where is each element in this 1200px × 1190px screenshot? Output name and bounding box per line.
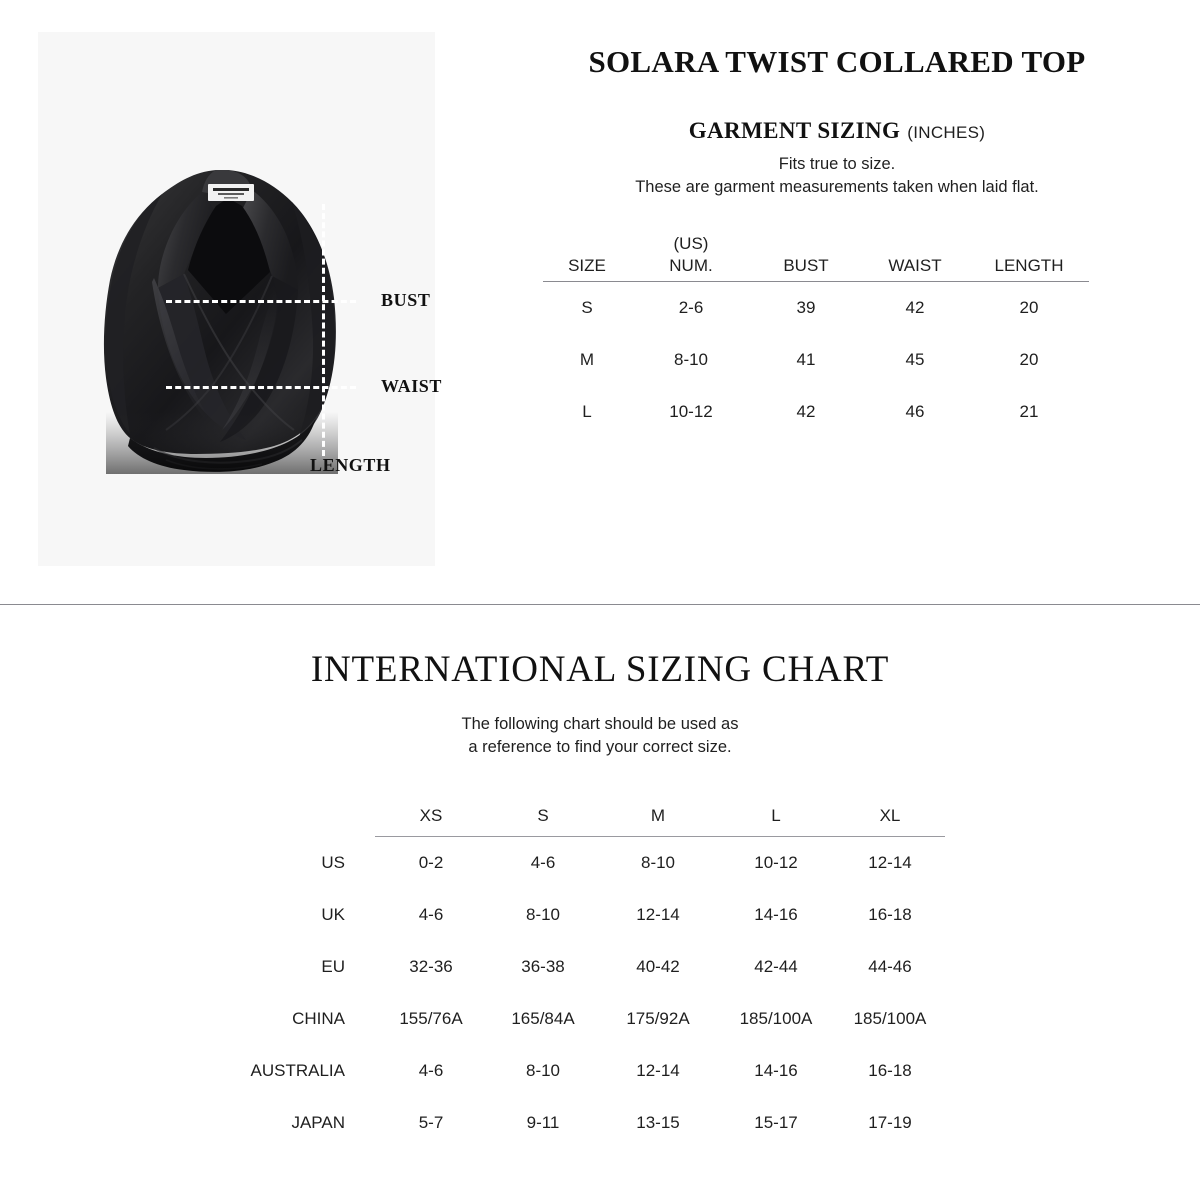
cell-length: 20 [1019,350,1039,369]
length-measure-line [322,204,325,456]
cell-bust: 42 [796,402,816,421]
cell-us-xs: 0-2 [418,853,444,872]
waist-measure-line [166,386,356,389]
column-header-num [631,222,751,282]
cell-eu-m: 40-42 [636,957,680,976]
cell-australia-s: 8-10 [525,1061,561,1080]
table-row [245,837,945,890]
cell-size: S [581,298,593,317]
cell-eu-xl: 44-46 [868,957,912,976]
cell-china-xl: 185/100A [853,1009,927,1028]
international-chart-title: INTERNATIONAL SIZING CHART [310,649,890,690]
cell-length: 20 [1019,298,1039,317]
column-header-num-label: NUM. [669,256,713,275]
cell-eu-s: 36-38 [521,957,565,976]
column-header-xl: XL [835,796,945,837]
garment-sizing-heading-main: GARMENT SIZING [688,118,901,143]
brand-neck-label [208,184,254,201]
cell-japan-l: 15-17 [754,1113,798,1132]
international-table-header-row [245,796,945,837]
table-row [245,1045,945,1097]
column-header-region [245,796,375,837]
table-row [543,334,1089,386]
cell-australia-xs: 4-6 [418,1061,444,1080]
cell-bust: 39 [796,298,816,317]
garment-sizing-heading [460,118,1160,144]
column-header-xs: XS [375,796,487,837]
cell-waist: 45 [905,350,925,369]
garment-image-panel [38,32,443,566]
garment-sizing-unit: (INCHES) [907,123,986,142]
cell-num: 8-10 [673,350,709,369]
row-label-us: US [321,852,345,872]
table-row [543,282,1089,335]
cell-uk-m: 12-14 [636,905,680,924]
cell-australia-l: 14-16 [754,1061,798,1080]
cell-australia-m: 12-14 [636,1061,680,1080]
cell-us-s: 4-6 [530,853,556,872]
cell-waist: 42 [905,298,925,317]
section-divider [0,604,1200,605]
table-row [543,386,1089,438]
garment-photo-illustration [66,162,406,482]
cell-uk-s: 8-10 [525,905,561,924]
international-note-line-1: The following chart should be used as [461,715,739,733]
column-header-length-label: LENGTH [994,256,1064,275]
column-header-waist-label: WAIST [888,256,942,275]
cell-japan-xs: 5-7 [418,1113,444,1132]
column-header-size-label: SIZE [568,256,606,275]
cell-size: M [579,350,595,369]
garment-note-line-1: Fits true to size. [778,155,896,173]
column-header-l: L [717,796,835,837]
cell-eu-l: 42-44 [754,957,798,976]
table-row [245,941,945,993]
international-chart-note [0,713,1200,760]
waist-label: WAIST [381,376,443,396]
page-title: SOLARA TWIST COLLARED TOP [588,44,1086,79]
cell-uk-xs: 4-6 [418,905,444,924]
cell-num: 10-12 [669,402,713,421]
cell-china-s: 165/84A [511,1009,575,1028]
column-header-size [543,222,631,282]
column-header-s: S [487,796,599,837]
international-note-line-2: a reference to find your correct size. [468,738,732,757]
table-row [245,889,945,941]
garment-note-line-2: These are garment measurements taken when laid flat. [635,178,1039,197]
cell-eu-xs: 32-36 [409,957,453,976]
table-row [245,1097,945,1149]
cell-us-m: 8-10 [640,853,676,872]
cell-australia-xl: 16-18 [868,1061,912,1080]
row-label-china: CHINA [292,1009,345,1028]
column-header-waist [861,222,969,282]
cell-length: 21 [1019,402,1039,421]
column-header-bust-label: BUST [783,256,829,275]
cell-japan-s: 9-11 [526,1113,560,1132]
bust-label: BUST [381,290,431,310]
cell-china-xs: 155/76A [399,1009,463,1028]
cell-uk-xl: 16-18 [868,905,912,924]
column-header-m: M [599,796,717,837]
row-label-australia: AUSTRALIA [250,1061,345,1080]
garment-sizing-table [543,222,1089,438]
cell-china-l: 185/100A [739,1009,813,1028]
length-label: LENGTH [310,455,391,475]
column-header-bust [751,222,861,282]
cell-waist: 46 [905,402,925,421]
cell-uk-l: 14-16 [754,905,798,924]
cell-japan-xl: 17-19 [868,1113,912,1132]
cell-num: 2-6 [678,298,704,317]
cell-us-xl: 12-14 [868,853,912,872]
column-header-num-sup: (US) [673,234,709,254]
cell-china-m: 175/92A [626,1009,690,1028]
bust-measure-line [166,300,356,303]
cell-bust: 41 [796,350,816,369]
cell-us-l: 10-12 [754,853,798,872]
garment-heading-block [460,32,1160,200]
table-row [245,993,945,1045]
cell-size: L [582,402,592,421]
column-header-length [969,222,1089,282]
garment-sizing-note [460,153,1160,200]
row-label-japan: JAPAN [291,1113,345,1132]
row-label-uk: UK [321,905,345,924]
international-sizing-section [0,606,1200,1190]
garment-table-header-row [543,222,1089,282]
international-sizing-table [245,796,945,1149]
row-label-eu: EU [321,957,345,976]
garment-stage [38,32,443,566]
cell-japan-m: 13-15 [636,1113,680,1132]
